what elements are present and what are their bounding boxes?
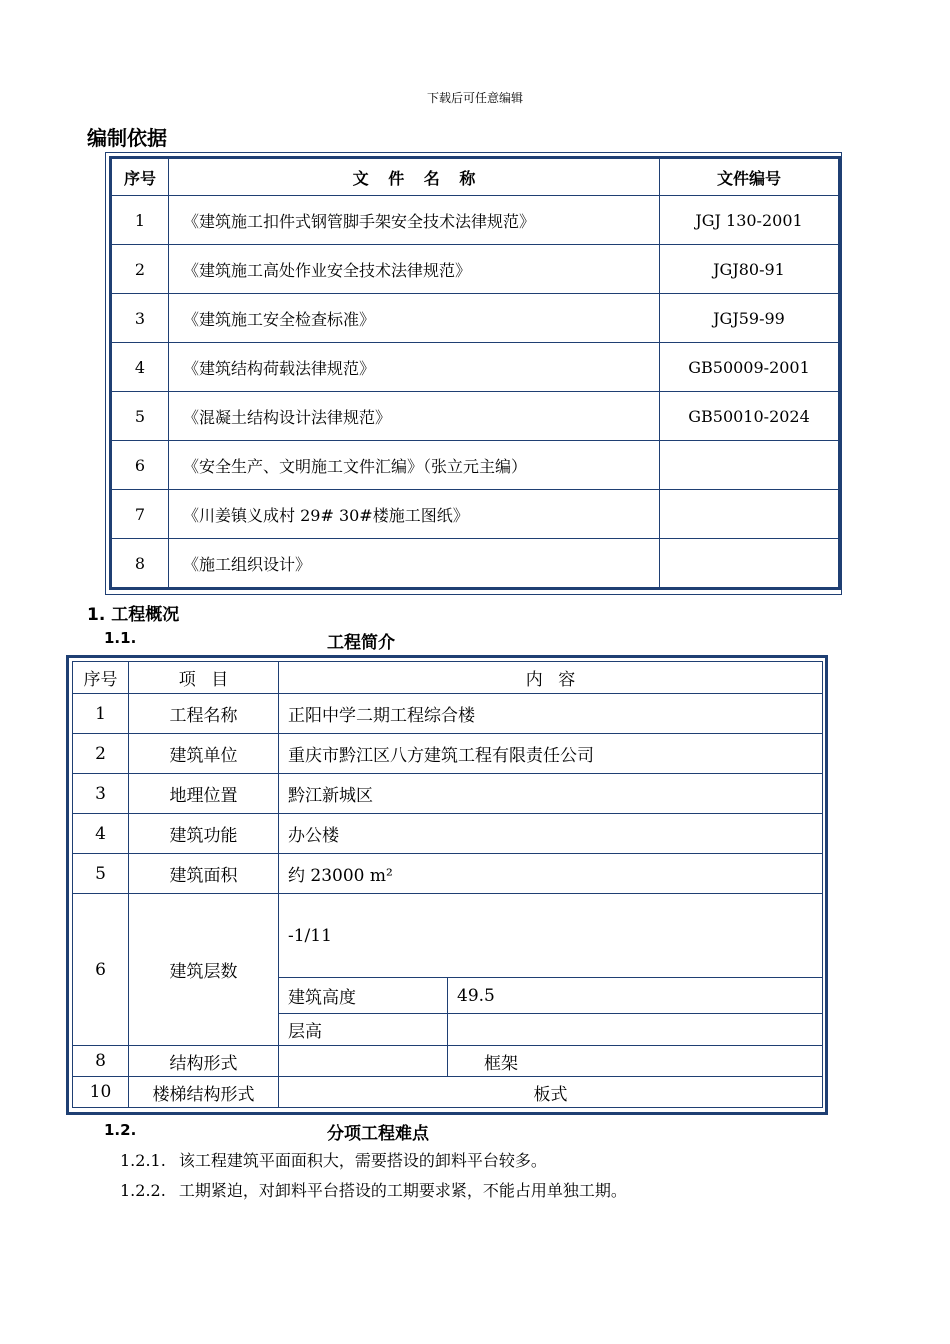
doc-code: JGJ 130-2001 (660, 196, 840, 245)
row-content: 重庆市黔江区八方建筑工程有限责任公司 (279, 734, 823, 774)
col-item-header: 项 目 (129, 662, 279, 694)
table-row (111, 343, 840, 392)
row-content: 黔江新城区 (279, 774, 823, 814)
row-no: 5 (111, 392, 169, 441)
row-item: 楼梯结构形式 (129, 1077, 279, 1108)
table-row (111, 196, 840, 245)
page-header: 下载后可任意编辑 (426, 91, 523, 105)
overview-table-frame (66, 655, 828, 1115)
row-no: 10 (73, 1077, 129, 1108)
overview-header (73, 662, 823, 694)
floors-value: -1/11 (279, 894, 823, 978)
table-row (111, 490, 840, 539)
row-no: 8 (111, 539, 169, 589)
doc-name: 《建筑施工安全检查标准》 (169, 294, 660, 343)
doc-name: 《施工组织设计》 (169, 539, 660, 589)
col-name-header: 文 件 名 称 (169, 158, 660, 196)
col-code-header: 文件编号 (660, 158, 840, 196)
row-no: 1 (111, 196, 169, 245)
col-no-header: 序号 (111, 158, 169, 196)
col-content-header: 内 容 (279, 662, 823, 694)
doc-name: 《建筑结构荷载法律规范》 (169, 343, 660, 392)
doc-code (660, 539, 840, 589)
row-content: 板式 (279, 1077, 823, 1108)
row-content: 约 23000 m² (279, 854, 823, 894)
doc-name: 《建筑施工扣件式钢管脚手架安全技术法律规范》 (169, 196, 660, 245)
overview-table (72, 661, 823, 1108)
doc-code: GB50010-2024 (660, 392, 840, 441)
doc-code: JGJ59-99 (660, 294, 840, 343)
row-item: 建筑面积 (129, 854, 279, 894)
row-no: 3 (73, 774, 129, 814)
table-row (73, 774, 823, 814)
row-no: 6 (111, 441, 169, 490)
floor-height-label: 层高 (279, 1014, 448, 1046)
row-no: 6 (73, 894, 129, 1046)
row-item: 结构形式 (129, 1046, 279, 1077)
row-no: 2 (73, 734, 129, 774)
item-number: 1.2.2. (120, 1181, 166, 1200)
row-no: 4 (111, 343, 169, 392)
table-row (111, 392, 840, 441)
basis-table-header (111, 158, 840, 196)
table-row (73, 734, 823, 774)
item-text: 工期紧迫，对卸料平台搭设的工期要求紧，不能占用单独工期。 (178, 1181, 627, 1200)
list-item (120, 1178, 627, 1201)
table-row (111, 294, 840, 343)
row-content: 框架 (448, 1046, 823, 1077)
subsection-title: 工程简介 (327, 633, 395, 653)
subsection-title: 分项工程难点 (327, 1124, 429, 1144)
doc-code (660, 441, 840, 490)
basis-table (109, 156, 841, 590)
row-item: 建筑层数 (129, 894, 279, 1046)
table-row (111, 539, 840, 589)
row-no: 3 (111, 294, 169, 343)
row-no: 2 (111, 245, 169, 294)
item-number: 1.2.1. (120, 1151, 166, 1170)
table-row (73, 1046, 823, 1077)
basis-table-frame (105, 152, 842, 595)
row-no: 7 (111, 490, 169, 539)
doc-name: 《川姜镇义成村 29# 30#楼施工图纸》 (169, 490, 660, 539)
height-value: 49.5 (448, 978, 823, 1014)
row-no: 8 (73, 1046, 129, 1077)
subsection-number: 1.1. (104, 629, 137, 647)
row-no: 5 (73, 854, 129, 894)
list-item (120, 1148, 547, 1171)
doc-code: GB50009-2001 (660, 343, 840, 392)
basis-heading: 编制依据 (87, 126, 167, 150)
row-no: 4 (73, 814, 129, 854)
subsection-number: 1.2. (104, 1121, 137, 1139)
row-no: 1 (73, 694, 129, 734)
row-item: 建筑功能 (129, 814, 279, 854)
col-no-header: 序号 (73, 662, 129, 694)
doc-code (660, 490, 840, 539)
row-item: 建筑单位 (129, 734, 279, 774)
doc-name: 《混凝土结构设计法律规范》 (169, 392, 660, 441)
table-row (73, 854, 823, 894)
table-row (111, 245, 840, 294)
table-row (73, 894, 823, 978)
item-text: 该工程建筑平面面积大，需要搭设的卸料平台较多。 (178, 1151, 547, 1170)
row-content: 正阳中学二期工程综合楼 (279, 694, 823, 734)
table-row (73, 814, 823, 854)
doc-name: 《安全生产、文明施工文件汇编》（张立元主编） (169, 441, 660, 490)
floor-height-value (448, 1014, 823, 1046)
table-row (73, 1077, 823, 1108)
table-row (111, 441, 840, 490)
section-title: 1. 工程概况 (87, 605, 180, 625)
empty-cell (279, 1046, 448, 1077)
row-item: 工程名称 (129, 694, 279, 734)
height-label: 建筑高度 (279, 978, 448, 1014)
row-item: 地理位置 (129, 774, 279, 814)
row-content: 办公楼 (279, 814, 823, 854)
table-row (73, 694, 823, 734)
doc-code: JGJ80-91 (660, 245, 840, 294)
doc-name: 《建筑施工高处作业安全技术法律规范》 (169, 245, 660, 294)
